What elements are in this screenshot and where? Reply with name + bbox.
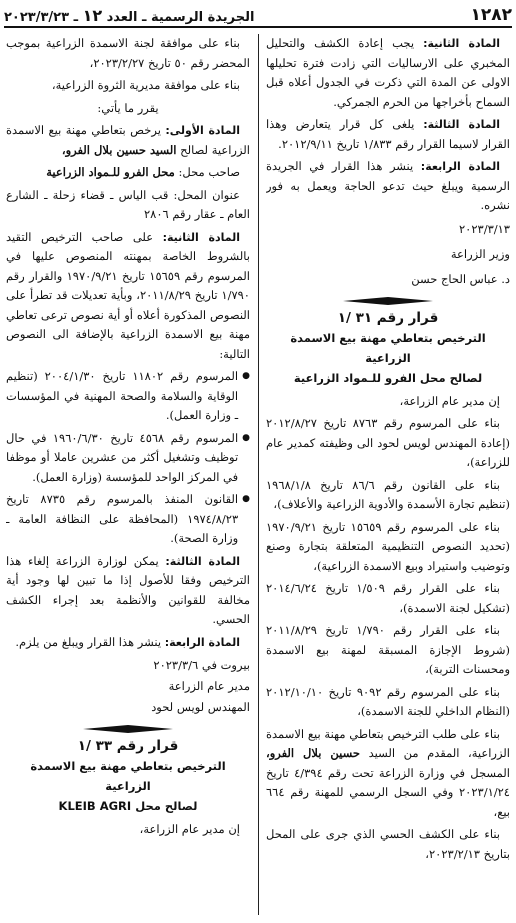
column-divider [258, 34, 259, 915]
page-header [4, 4, 512, 28]
article-heading: المادة الأولى: [165, 124, 240, 137]
article-text: يجب إعادة الكشف والتحليل المخبري على الارساليات التي زادت فترة تحليلها الاولى عن المدة التي ذكرت في الجدول أعلاه قبل السماح بأخراجها من الحرم الجمركي. [266, 36, 510, 109]
shop-address: عنوان المحل: قب الياس ـ قضاء زحلة ـ الشارع العام ـ عقار رقم ٢٨٠٦ [6, 187, 250, 221]
list-item [6, 429, 250, 488]
right-column [266, 34, 510, 917]
bullet-icon: ● [242, 432, 250, 443]
preamble-paragraph: إن مدير عام الزراعة، [399, 393, 500, 408]
journal-name: الجريدة الرسمية ـ العدد [106, 9, 255, 25]
article-paragraph [6, 552, 250, 630]
shop-name: محل الفرو للـمواد الزراعية [46, 165, 175, 179]
preamble-paragraph: بناء على موافقة لجنة الاسمدة الزراعية بموجب المحضر رقم ٥٠ تاريخ ٢٠٢٣/٢/٢٧، [6, 36, 250, 70]
list-item-text: المرسوم رقم ٤٥٦٨ تاريخ ١٩٦٠/٦/٣٠ في حال توظيف وتشغيل أكثر من عشرين عاملا أو موظفا في المركز الواحد للمؤسسة (وزارة العمل). [6, 430, 239, 484]
article-text: ينشر هذا القرار ويبلغ من يلزم. [15, 634, 162, 649]
running-header [4, 6, 254, 25]
list-item [6, 490, 250, 549]
article-paragraph [266, 115, 510, 154]
article-paragraph [266, 34, 510, 112]
bullet-icon: ● [242, 494, 250, 504]
preamble-paragraph: بناء على المرسوم رقم ٩٠٩٢ تاريخ ٢٠١٢/١٠/١٠ (النظام الداخلي للجنة الاسمدة)، [266, 684, 510, 718]
shop-owner-line [6, 163, 250, 183]
article-heading: المادة الثانية: [423, 37, 501, 50]
preamble-paragraph: بناء على القرار رقم ١/٥٠٩ تاريخ ٢٠١٤/٦/٢٤ (تشكيل لجنة الاسمدة)، [266, 581, 510, 615]
ornament-divider [343, 296, 433, 306]
article-text: يرخص بتعاطي مهنة بيع الاسمدة الزراعية لصالح [6, 123, 250, 157]
article-text: يمكن لوزارة الزراعة إلغاء هذا الترخيص وفقا للأصول إذا ما تبين لها وجود أية مخالفة للقوانين والأنظمة بعد إجراء الكشف الحسي. [6, 553, 250, 626]
issue-date: ـ ٢٠٢٣/٣/٢٣ [4, 9, 79, 25]
ornament-divider [83, 724, 173, 734]
decision-subject-line: الترخيص بتعاطي مهنة بيع الاسمدة الزراعية [290, 330, 486, 365]
signer-name: المهندس لويس لحود [151, 700, 250, 714]
article-heading: المادة الثالثة: [423, 118, 500, 131]
preamble-paragraph: بناء على الكشف الحسي الذي جرى على المحل بتاريخ ٢٠٢٣/٢/١٣، [266, 827, 510, 861]
decision-subject-text: لصالح محل [135, 799, 198, 813]
article-heading: المادة الثالثة: [165, 554, 241, 568]
issue-number: ١٢ [82, 5, 103, 25]
decision-date: ٢٠٢٣/٣/١٣ [459, 221, 510, 236]
decision-subject-line [6, 796, 250, 816]
decides-heading: يقرر ما يأتي: [97, 100, 159, 115]
article-paragraph [6, 121, 250, 160]
applicant-name: حسين بلال الفرو، [266, 746, 360, 760]
place-date: بيروت في ٢٠٢٣/٣/٦ [153, 658, 250, 672]
licensee-name: السيد حسين بلال الفرو، [61, 142, 177, 157]
left-column [6, 34, 250, 917]
preamble-paragraph: إن مدير عام الزراعة، [139, 822, 240, 836]
decision-subject [6, 756, 250, 816]
bullet-icon: ● [242, 371, 250, 381]
owner-label: صاحب محل: [178, 165, 240, 179]
signer-name: د. عباس الحاج حسن [411, 271, 510, 286]
article-paragraph [6, 633, 250, 653]
preamble-paragraph: بناء على المرسوم رقم ٨٧٦٣ تاريخ ٢٠١٢/٨/٢٧ (إعادة المهندس لويس لحود الى وظيفته كمدير عام للزراعة)، [266, 416, 510, 469]
list-item-text: المرسوم رقم ١١٨٠٢ تاريخ ٢٠٠٤/١/٣٠ (تنظيم الوقاية والسلامة والصحة المهنية في المؤسسات ـ وزارة العمل). [6, 369, 239, 422]
decision-subject [266, 328, 510, 388]
article-heading: المادة الرابعة: [164, 635, 240, 649]
preamble-paragraph: بناء على المرسوم رقم ١٥٦٥٩ تاريخ ١٩٧٠/٩/٢١ (تحديد النصوص التنظيمية المتعلقة بتجارة وصنع وتوضيب واستيراد وبيع الاسمدة الزراعية)، [266, 519, 510, 573]
article-paragraph [6, 228, 250, 365]
preamble-paragraph: بناء على القانون رقم ٨٦/٦ تاريخ ١٩٦٨/١/٨ (تنظيم تجارة الأسمدة والأدوية الزراعية والأعلاف)، [266, 477, 510, 511]
preamble-paragraph: بناء على القرار رقم ١/٧٩٠ تاريخ ٢٠١١/٨/٢٩ (شروط الإجازة المسبقة لمهنة بيع الاسمدة ومحسنات التربة)، [266, 623, 510, 676]
preamble-text: المسجل في وزارة الزراعة تحت رقم ٤/٣٩٤ تاريخ ٢٠٢٣/١/٢٤ وفي السجل الرسمي للمهنة رقم ٦٦٤ بيع، [266, 765, 510, 819]
preamble-text: بناء على طلب الترخيص بتعاطي مهنة بيع الاسمدة الزراعية، المقدم من السيد [266, 726, 510, 760]
list-item [6, 367, 250, 426]
signer-title: مدير عام الزراعة [168, 679, 250, 693]
page-number: ١٢٨٢ [470, 5, 512, 25]
decision-title: قرار رقم ٣١ /١ [337, 309, 439, 326]
article-paragraph [266, 157, 510, 216]
signer-title: وزير الزراعة [450, 246, 510, 261]
decision-subject-line: لصالح محل الفرو للـمواد الزراعية [293, 370, 483, 385]
article-text: على صاحب الترخيص التقيد بالشروط الخاصة بمهنته المنصوص عليها في المرسوم رقم ١٥٦٥٩ تاريخ ١٩٧٠/٩/٢١ والقرار رقم ١/٧٩٠ تاريخ ٢٠١١/٨/٢٩، وبأية تعديلات قد تطرأ على النصوص المذكورة أعلاه أو أية نصوص ترعى تعاطي مهنة بيع الاسمدة الزراعية بالإضافة الى النصوص التالية: [6, 229, 250, 361]
list-item-text: القانون المنفذ بالمرسوم رقم ٨٧٣٥ تاريخ ١٩٧٤/٨/٢٣ (المحافظة على النظافة العامة ـ وزارة الصحة). [6, 492, 239, 545]
decision-title: قرار رقم ٣٣ /١ [77, 738, 179, 754]
preamble-paragraph [266, 725, 510, 823]
article-text: ينشر هذا القرار في الجريدة الرسمية ويبلغ حيث تدعو الحاجة ويعمل به فور نشره. [266, 159, 510, 212]
article-text: يلغى كل قرار يتعارض وهذا القرار لاسيما القرار رقم ١/٨٣٣ تاريخ ٢٠١٢/٩/١١. [266, 117, 510, 151]
article-heading: المادة الرابعة: [420, 160, 500, 173]
preamble-paragraph: بناء على موافقة مديرية الثروة الزراعية، [51, 78, 240, 92]
decision-subject-line: الترخيص بتعاطي مهنة بيع الاسمدة الزراعية [30, 759, 226, 793]
shop-name-latin: KLEIB AGRI [58, 799, 132, 813]
article-heading: المادة الثانية: [162, 230, 240, 244]
